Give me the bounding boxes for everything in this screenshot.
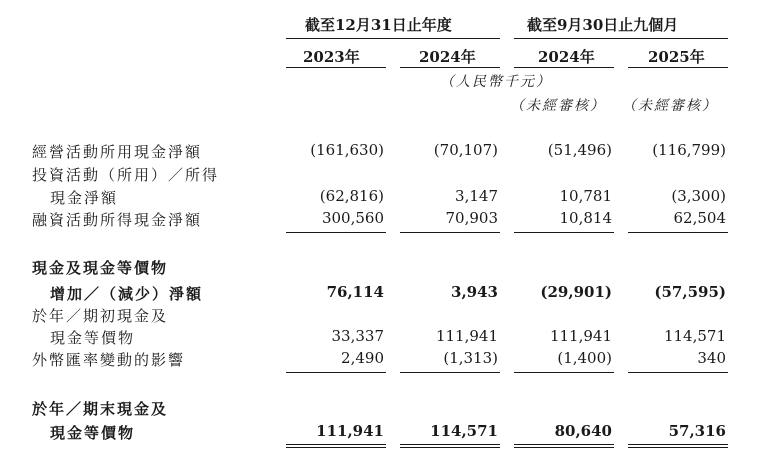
- year-underline-4: [628, 67, 728, 68]
- cell-operating-2023: (161,630): [310, 141, 384, 159]
- cell-financing-2024-9m: 10,814: [559, 209, 612, 227]
- row-label-fx: 外幣匯率變動的影響: [32, 351, 186, 369]
- year-2025: 2025年: [648, 48, 705, 66]
- unaudited-note-2025: （未經審核）: [622, 98, 718, 114]
- subtotal-line-1: [286, 232, 386, 233]
- cell-financing-2025-9m: 62,504: [673, 209, 726, 227]
- cell-fx-2024-9m: (1,400): [557, 349, 612, 367]
- row-label-beginning-1: 於年／期初現金及: [32, 307, 169, 325]
- double-line-1a: [286, 444, 386, 445]
- double-line-1b: [286, 447, 386, 448]
- cell-investing-2023: (62,816): [319, 187, 384, 205]
- cell-investing-2025-9m: (3,300): [671, 187, 726, 205]
- row-label-ending-1: 於年／期末現金及: [32, 400, 169, 418]
- header-underline-annual: [286, 38, 500, 39]
- header-period-nine-months: 截至9月30日止九個月: [527, 16, 679, 34]
- subtotal-line-2: [400, 232, 500, 233]
- cell-net-change-2024-9m: (29,901): [540, 283, 612, 301]
- year-underline-3: [514, 67, 614, 68]
- cell-fx-2023: 2,490: [341, 349, 384, 367]
- total-line-1: [286, 372, 386, 373]
- cell-beginning-2024-9m: 111,941: [549, 327, 612, 345]
- currency-note: （人民幣千元）: [440, 74, 552, 90]
- year-underline-1: [286, 67, 386, 68]
- cell-financing-2024: 70,903: [445, 209, 498, 227]
- row-label-operating: 經營活動所用現金淨額: [32, 143, 203, 161]
- year-2024-annual: 2024年: [419, 48, 476, 66]
- cell-net-change-2023: 76,114: [326, 283, 384, 301]
- double-line-4b: [628, 447, 728, 448]
- cell-operating-2024: (70,107): [433, 141, 498, 159]
- cell-financing-2023: 300,560: [321, 209, 384, 227]
- year-2023: 2023年: [303, 48, 360, 66]
- total-line-2: [400, 372, 500, 373]
- cell-beginning-2023: 33,337: [331, 327, 384, 345]
- cell-operating-2024-9m: (51,496): [547, 141, 612, 159]
- total-line-4: [628, 372, 728, 373]
- subtotal-line-3: [514, 232, 614, 233]
- double-line-2a: [400, 444, 500, 445]
- row-label-net-change-1: 現金及現金等價物: [32, 259, 169, 277]
- cell-investing-2024-9m: 10,781: [559, 187, 612, 205]
- cell-ending-2024-9m: 80,640: [554, 422, 612, 440]
- header-underline-nine-months: [514, 38, 728, 39]
- year-2024-nine-months: 2024年: [538, 48, 595, 66]
- row-label-investing-2: 現金淨額: [50, 189, 119, 207]
- row-label-ending-2: 現金等價物: [50, 424, 136, 442]
- cell-net-change-2024: 3,943: [451, 283, 498, 301]
- double-line-3a: [514, 444, 614, 445]
- subtotal-line-4: [628, 232, 728, 233]
- cell-fx-2025-9m: 340: [697, 349, 726, 367]
- cell-fx-2024: (1,313): [443, 349, 498, 367]
- double-line-3b: [514, 447, 614, 448]
- cell-ending-2024: 114,571: [430, 422, 498, 440]
- row-label-net-change-2: 增加／（減少）淨額: [50, 285, 204, 303]
- year-underline-2: [400, 67, 500, 68]
- double-line-2b: [400, 447, 500, 448]
- cell-net-change-2025-9m: (57,595): [654, 283, 726, 301]
- total-line-3: [514, 372, 614, 373]
- cell-investing-2024: 3,147: [455, 187, 498, 205]
- cell-beginning-2024: 111,941: [435, 327, 498, 345]
- row-label-beginning-2: 現金等價物: [50, 329, 136, 347]
- double-line-4a: [628, 444, 728, 445]
- cell-ending-2023: 111,941: [316, 422, 384, 440]
- cell-beginning-2025-9m: 114,571: [663, 327, 726, 345]
- header-period-annual: 截至12月31日止年度: [305, 16, 452, 34]
- cell-ending-2025-9m: 57,316: [668, 422, 726, 440]
- unaudited-note-2024: （未經審核）: [510, 98, 606, 114]
- row-label-financing: 融資活動所得現金淨額: [32, 211, 203, 229]
- cell-operating-2025-9m: (116,799): [652, 141, 726, 159]
- row-label-investing-1: 投資活動（所用）／所得: [32, 166, 220, 184]
